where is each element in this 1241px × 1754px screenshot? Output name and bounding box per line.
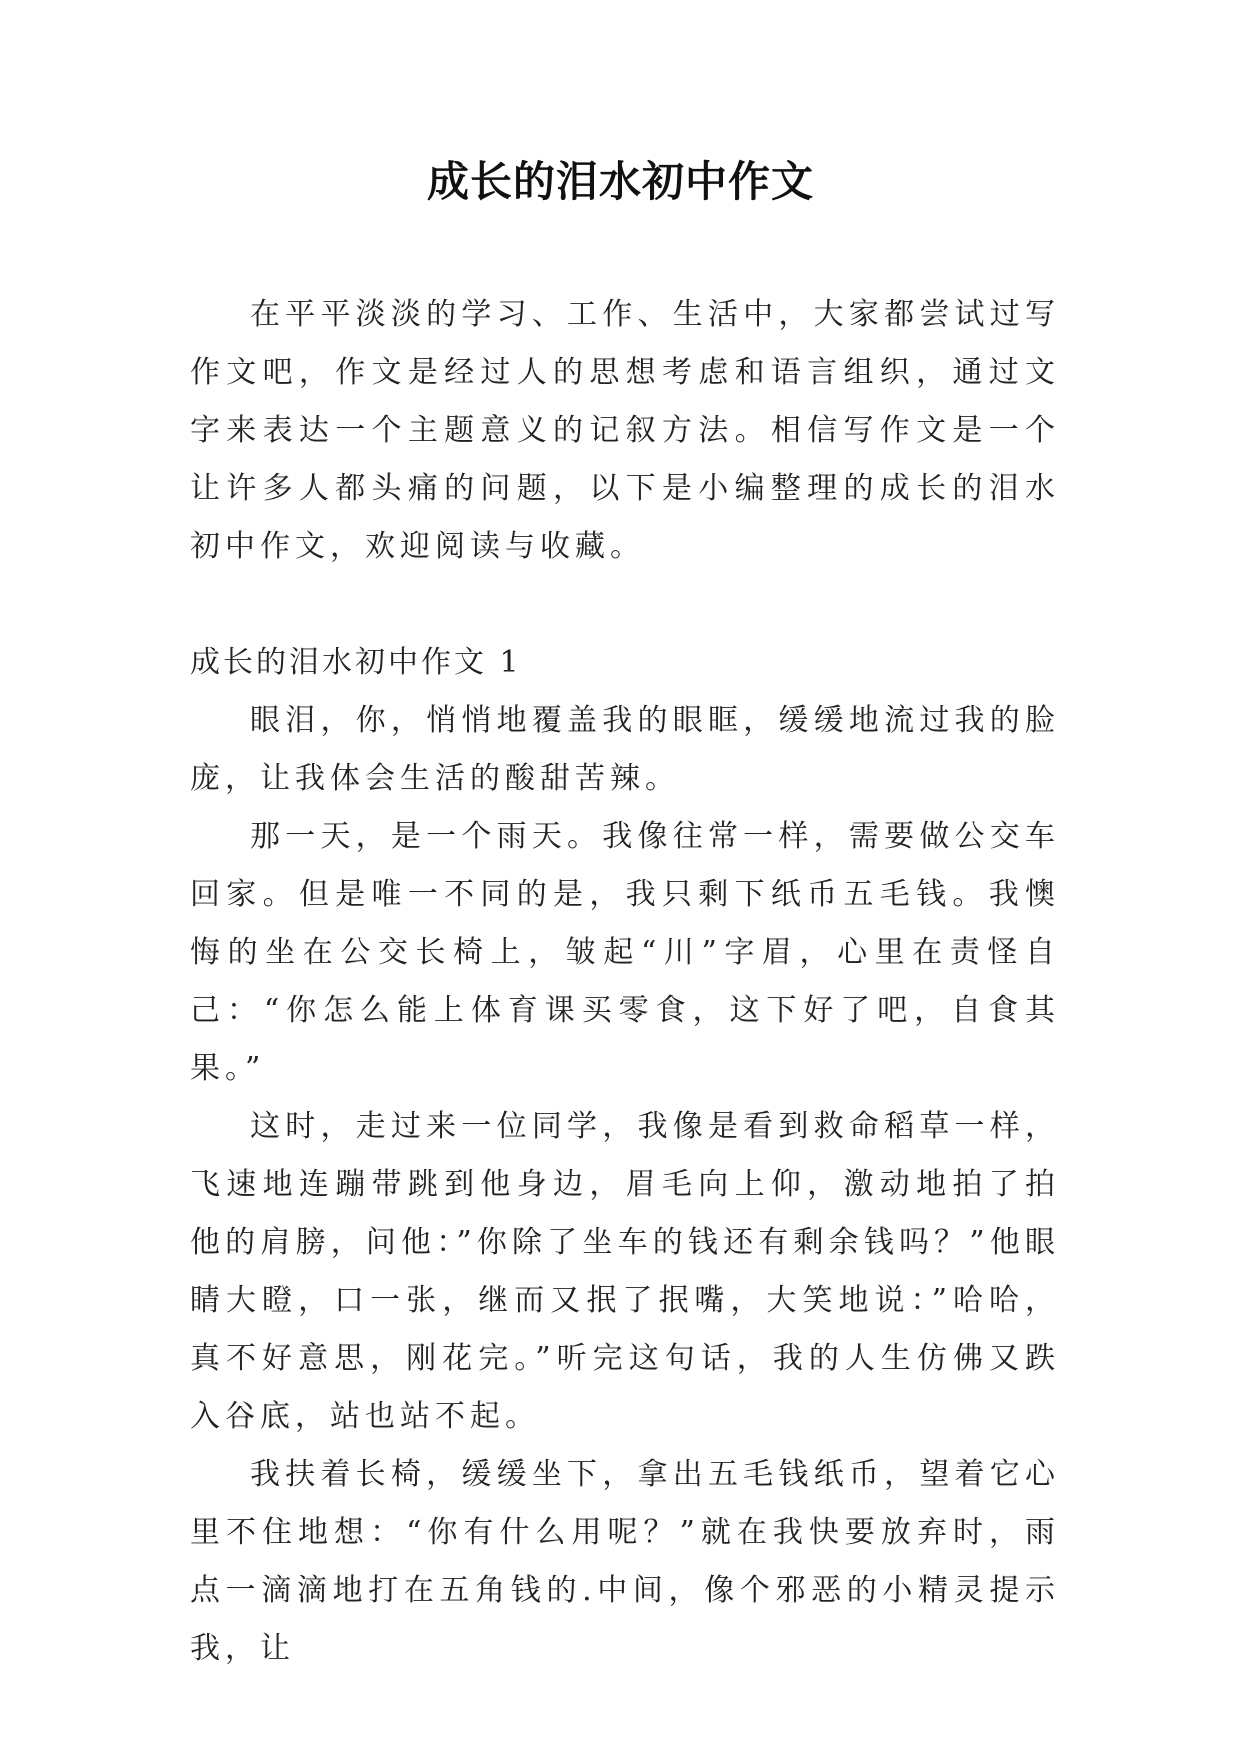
body-paragraph: 我扶着长椅，缓缓坐下，拿出五毛钱纸币，望着它心里不住地想：“你有什么用呢？”就在我快要放弃时，雨点一滴滴地打在五角钱的.中间，像个邪恶的小精灵提示我，让	[190, 1457, 1060, 1666]
body-paragraph: 那一天，是一个雨天。我像往常一样，需要做公交车回家。但是唯一不同的是，我只剩下纸币五毛钱。我懊悔的坐在公交长椅上，皱起“川”字眉，心里在责怪自己：“你怎么能上体育课买零食，这下好了吧，自食其果。”	[190, 819, 1060, 1086]
document-title: 成长的泪水初中作文	[426, 157, 814, 206]
intro-paragraph: 在平平淡淡的学习、工作、生活中，大家都尝试过写作文吧，作文是经过人的思想考虑和语言组织，通过文字来表达一个主题意义的记叙方法。相信写作文是一个让许多人都头痛的问题，以下是小编整理的成长的泪水初中作文，欢迎阅读与收藏。	[190, 297, 1060, 564]
section-heading: 成长的泪水初中作文 1	[190, 645, 522, 680]
body-paragraph: 这时，走过来一位同学，我像是看到救命稻草一样，飞速地连蹦带跳到他身边，眉毛向上仰，激动地拍了拍他的肩膀，问他：”你除了坐车的钱还有剩余钱吗？”他眼睛大瞪，口一张，继而又抿了抿嘴，大笑地说：”哈哈，真不好意思，刚花完。”听完这句话，我的人生仿佛又跌入谷底，站也站不起。	[190, 1109, 1060, 1434]
document-body	[190, 286, 1060, 1678]
body-paragraph: 眼泪，你，悄悄地覆盖我的眼眶，缓缓地流过我的脸庞，让我体会生活的酸甜苦辣。	[190, 703, 1060, 796]
